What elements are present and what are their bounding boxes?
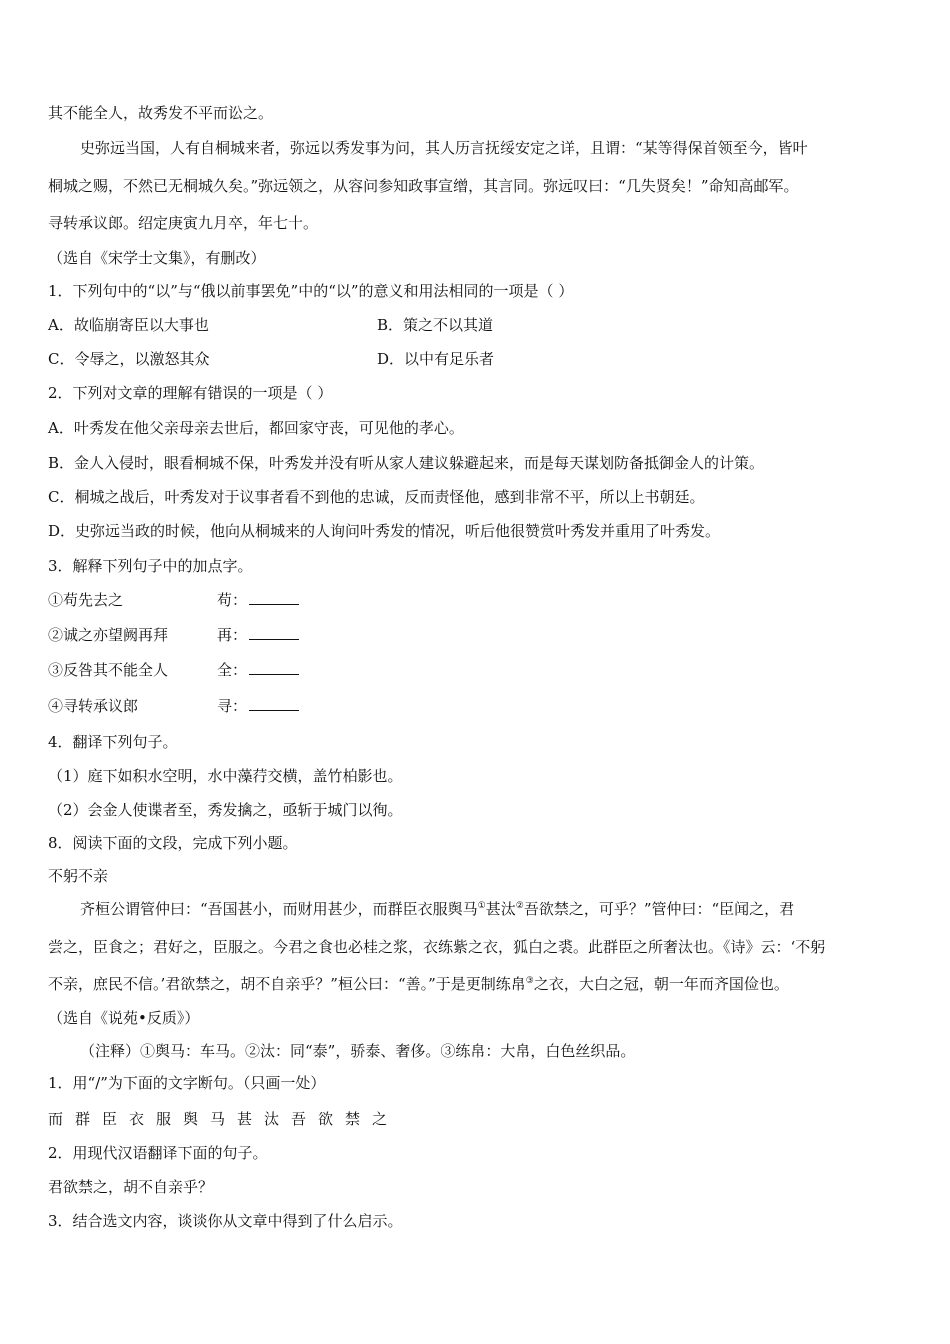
section-8-paragraph-cont — [48, 974, 789, 994]
q2-option-a[interactable]: A．叶秀发在他父亲母亲去世后，都回家守丧，可见他的孝心。 — [48, 419, 464, 437]
q2-option-b[interactable]: B．金人入侵时，眼看桐城不保，叶秀发并没有听从家人建议躲避起来，而是每天谋划防备抵御金人的计策。 — [48, 454, 765, 472]
section-8-q2-text: 君欲禁之，胡不自亲乎？ — [48, 1178, 214, 1196]
section-8-paragraph-cont: 尝之，臣食之；君好之，臣服之。今君之食也必桂之浆，衣练紫之衣，狐白之裘。此群臣之所奢汰也。《诗》云：‘不躬 — [48, 938, 826, 956]
answer-blank[interactable] — [249, 625, 299, 640]
q3-item-char: 苟： — [217, 591, 248, 609]
passage-paragraph: 史弥远当国，人有自桐城来者，弥远以秀发事为问，其人历言抚绥安定之详，且谓：“某等得保首领至今，皆叶 — [80, 139, 808, 157]
question-3-stem: 3．解释下列句子中的加点字。 — [48, 557, 253, 575]
text-run: 吾欲禁之，可乎？”管仲曰：“臣闻之，君 — [523, 900, 795, 918]
passage-source: （选自《宋学士文集》，有删改） — [48, 249, 266, 267]
text-run: 之衣，大白之冠，朝一年而齐国俭也。 — [533, 975, 789, 993]
section-8-q3-stem: 3．结合选文内容，谈谈你从文章中得到了什么启示。 — [48, 1212, 403, 1230]
text-run: 齐桓公谓管仲曰：“吾国甚小，而财用甚少，而群臣衣服舆马 — [80, 900, 478, 918]
text-run: 甚汰 — [485, 900, 516, 918]
q1-option-d[interactable]: D．以中有足乐者 — [377, 350, 495, 368]
q2-option-d[interactable]: D．史弥远当政的时候，他向从桐城来的人询问叶秀发的情况，听后他很赞赏叶秀发并重用了叶秀发。 — [48, 522, 721, 540]
q1-option-c[interactable]: C．令辱之，以激怒其众 — [48, 350, 210, 368]
section-8-q1-text: 而群臣衣服舆马甚汰吾欲禁之 — [48, 1110, 400, 1128]
passage-paragraph-cont: 桐城之赐，不然已无桐城久矣。”弥远领之，从容问参知政事宣缯，其言同。弥远叹曰：“几失贤矣！”命知高邮军。 — [48, 177, 799, 195]
q3-item-char: 全： — [217, 661, 248, 679]
q3-item-sentence: ④寻转承议郎 — [48, 697, 139, 715]
q3-item-answer — [217, 696, 299, 716]
passage-paragraph-cont: 寻转承议郎。绍定庚寅九月卒，年七十。 — [48, 214, 319, 232]
footnote-mark: ① — [477, 901, 486, 911]
section-8-q2-stem: 2．用现代汉语翻译下面的句子。 — [48, 1144, 268, 1162]
section-8-title: 不躬不亲 — [48, 867, 109, 885]
section-8-q1-stem: 1．用“/”为下面的文字断句。（只画一处） — [48, 1074, 326, 1092]
passage-line: 其不能全人，故秀发不平而讼之。 — [48, 104, 274, 122]
answer-blank[interactable] — [249, 696, 299, 711]
section-8-paragraph — [80, 899, 794, 919]
answer-blank[interactable] — [249, 590, 299, 605]
question-2-stem: 2．下列对文章的理解有错误的一项是（ ） — [48, 384, 333, 402]
q1-option-a[interactable]: A．故临崩寄臣以大事也 — [48, 316, 209, 334]
q3-item-char: 寻： — [217, 697, 248, 715]
footnote-mark: ③ — [525, 976, 534, 986]
q3-item-answer — [217, 590, 299, 610]
footnote-mark: ② — [515, 901, 524, 911]
section-8-notes: （注释）①舆马：车马。②汰：同“泰”，骄泰、奢侈。③练帛：大帛，白色丝织品。 — [80, 1042, 636, 1060]
q2-option-c[interactable]: C．桐城之战后，叶秀发对于议事者看不到他的忠诚，反而责怪他，感到非常不平，所以上书朝廷。 — [48, 488, 705, 506]
section-8-source: （选自《说苑•反质》） — [48, 1009, 200, 1027]
q3-item-sentence: ②诚之亦望阙再拜 — [48, 626, 169, 644]
q3-item-answer — [217, 660, 299, 680]
q3-item-answer — [217, 625, 299, 645]
question-1-stem: 1．下列句中的“以”与“俄以前事罢免”中的“以”的意义和用法相同的一项是（ ） — [48, 282, 574, 300]
q4-sentence-2: （2）会金人使谍者至，秀发擒之，亟斩于城门以徇。 — [48, 801, 403, 819]
q4-sentence-1: （1）庭下如积水空明，水中藻荇交横，盖竹柏影也。 — [48, 767, 403, 785]
q3-item-char: 再： — [217, 626, 248, 644]
answer-blank[interactable] — [249, 660, 299, 675]
text-run: 不亲，庶民不信。’君欲禁之，胡不自亲乎？”桓公曰：“善。”于是更制练帛 — [48, 975, 526, 993]
question-4-stem: 4．翻译下列句子。 — [48, 733, 178, 751]
q1-option-b[interactable]: B．策之不以其道 — [377, 316, 494, 334]
section-8-stem: 8．阅读下面的文段，完成下列小题。 — [48, 834, 298, 852]
q3-item-sentence: ①苟先去之 — [48, 591, 124, 609]
q3-item-sentence: ③反咎其不能全人 — [48, 661, 169, 679]
